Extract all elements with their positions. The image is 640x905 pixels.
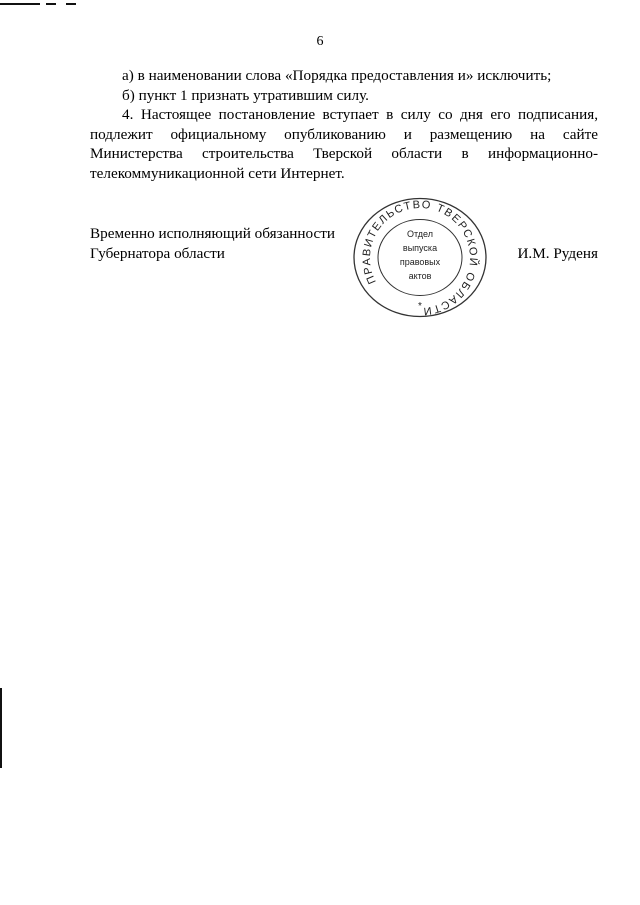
seal-star: * [418, 301, 422, 312]
scan-artifact-top-2 [46, 3, 56, 5]
seal-center-line-1: Отдел [406, 229, 434, 239]
document-body [90, 66, 598, 183]
seal-center-line-4: актов [408, 271, 432, 281]
scan-artifact-top-3 [66, 3, 76, 5]
seal-ring-text: ПРАВИТЕЛЬСТВО ТВЕРСКОЙ ОБЛАСТИ [360, 198, 480, 318]
paragraph-4: 4. Настоящее постановление вступает в силу со дня его подписания, подлежит официальному опубликованию и размещению на сайте Министерства строительства Тверской области в информационно-телекоммуникационной сети Интернет. [90, 106, 598, 182]
scan-artifact-left [0, 688, 2, 768]
paragraph-b: б) пункт 1 признать утратившим силу. [122, 86, 369, 104]
paragraph-a: а) в наименовании слова «Порядка предоставления и» исключить; [122, 67, 552, 84]
signatory-role [90, 224, 335, 263]
seal-center-line-2: выпуска [402, 243, 438, 253]
official-seal-stamp [350, 195, 490, 320]
seal-center-line-3: правовых [399, 257, 441, 267]
signatory-name: И.М. Руденя [517, 245, 598, 262]
page-number: 6 [316, 34, 324, 49]
scan-artifact-top [0, 3, 40, 5]
signatory-role-line-1: Временно исполняющий обязанности [90, 225, 336, 242]
signatory-role-line-2: Губернатора области [90, 244, 225, 262]
